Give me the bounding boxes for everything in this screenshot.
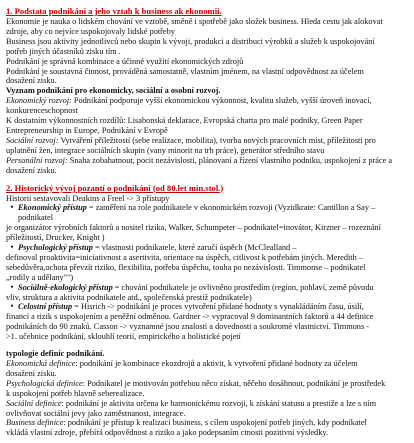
text-line: vkládá vlastní zdroje, přebírá odpovědnost a riziko a jako podepsaním ctnosti pozitivní výsledky. bbox=[6, 428, 329, 438]
definition-label: Psychologická definice bbox=[6, 378, 83, 388]
text-line: dosažení zisku. bbox=[6, 368, 57, 378]
text-line: sebedůvěra,ochota převzít riziko, flexibilita, potřeba úspěchu, touha po nezávislosti. Timmonse – podnikatel bbox=[6, 262, 366, 272]
text-line: Podnikání je soustavná činnost, prováděná samostatně, vlastním jménem, na vlastní odpovědnost za účelem bbox=[6, 66, 364, 76]
approach-label: Psychologický přístup bbox=[18, 243, 93, 253]
approach-item bbox=[6, 243, 408, 253]
definition-label: Business definice bbox=[6, 418, 64, 428]
social-development-line bbox=[6, 136, 408, 146]
econ-development-line bbox=[6, 96, 408, 106]
approach-item bbox=[6, 302, 408, 312]
text-line: vliv, struktura a aktivita podnikatele atd., společenská prestiž podnikatele) bbox=[6, 292, 252, 302]
text-line: ovlivňovat sociální jevy jako zaměstnanost, integrace. bbox=[6, 408, 186, 418]
definition-line bbox=[6, 379, 408, 389]
approach-text: = chování podnikatele je ovlivněno prostředím (region, pohlaví, země původu bbox=[112, 282, 374, 292]
bullet-icon: • bbox=[10, 281, 14, 292]
social-text: Vytváření příležitostí (sebe realizace, mobilita), tvorba nových pracovních míst, příležitosti pro bbox=[58, 135, 376, 145]
text-line: uplatnění žen, integrace sociálních skupin (vany minorit na trh práce), generátor středního stavu bbox=[6, 145, 325, 155]
approach-text: = vlastnosti podnikatele, které zaručí úspěch (McClealland – bbox=[92, 243, 297, 253]
section-3-heading: typologie definic podnikání. bbox=[6, 349, 105, 359]
text-line: financí a rizik s uspokojením a peněžní odměnou. Gardner -> vypracoval 9 dominantních faktorů a 44 definice bbox=[6, 312, 374, 322]
approach-text: = Hisrich -> podnikání je proces vytvoření přidané hodnoty s vynakládáním času, úsilí, bbox=[72, 302, 364, 312]
text-line: dosažení zisku. bbox=[6, 165, 57, 175]
social-label: Sociální rozvoj: bbox=[6, 135, 59, 145]
definition-label: Sociální definice bbox=[6, 398, 62, 408]
personal-label: Personální rozvoj: bbox=[6, 155, 68, 165]
text-line: potřeb jiných účastníků zisku tím . bbox=[6, 46, 121, 56]
definition-text: : podnikání je aktivita určena ke harmonickému rozvoji, k získání statusu a prestiže a lze s ním bbox=[61, 398, 377, 408]
approach-item bbox=[6, 203, 408, 223]
approach-label: Sociálně-ekologický přístup bbox=[18, 282, 113, 292]
approach-item bbox=[6, 283, 408, 293]
text-line: definoval proaktivita=iniciativnost a asertivita, orientace na úspěch, citlivost k potřebám jiných. Meredith – bbox=[6, 252, 363, 262]
approach-label: Celostní přístup bbox=[18, 302, 73, 312]
section-2-heading: 2. Historický vývoj pozantí o podnikání (od 80.let min.stol.) bbox=[6, 182, 224, 193]
text-line: Podnikání je správná kombinace a účinné využití ekonomických zdrojů bbox=[6, 56, 244, 66]
text-line: k uspokojení potřeb hlavně seberealizace. bbox=[6, 388, 145, 398]
definition-text: : Podnikatel je motivován potřebou něco získat, něčeho dosáhnout, podnikání je prostředek bbox=[82, 378, 386, 388]
text-line: příležitostí, Drucker, Knight ) bbox=[6, 233, 105, 243]
personal-text: Snaha zobahatnout, pocit nezávislosti, plánovaní a řízení vlastního podniku, uspokojení z práce a bbox=[67, 155, 393, 165]
section-gap bbox=[6, 342, 408, 349]
definition-text: : podnikání je kombinace ekozdrojů a aktivit, k vytvoření přidané hodnoty za účelem bbox=[75, 359, 358, 368]
definition-line bbox=[6, 359, 408, 369]
section-2-intro: Historii sestavovali Deakins a Freel -> 3 přístupy bbox=[6, 193, 170, 203]
text-line: konkurenceschopnost bbox=[6, 106, 78, 116]
text-line: „rodily a udělany"") bbox=[6, 272, 74, 282]
definition-line bbox=[6, 399, 408, 409]
text-line: Ekonomie je nauka o lidském chování ve vztobě, směně i spotřebě jako složek business. Hleda cestu jak alokovat bbox=[6, 17, 383, 26]
text-line: podnikáních do 90 znaků. Casson -> vyznamné jsou znalosti a dovednosti a soukromé vlastnictví. Timmons - bbox=[6, 322, 370, 332]
text-line: >1. učebnice podnikání, sklouhlí teorií, empirického a holistické pojetí bbox=[6, 332, 241, 342]
text-line: zdroje, aby co nejvíce uspokojovaly lidské potřeby bbox=[6, 26, 175, 36]
approach-text: = zaměření na role podnikatele v ekonomickém rozvoji (Vyzidkrate: Cantillon a Say – podnikatel bbox=[18, 203, 376, 223]
text-line: K dostatním výkonnostních rozdílů: Lisabonská deklarace, Evropská charta pro malé podniky, Green Paper bbox=[6, 116, 363, 126]
text-line: dosažení zisku. bbox=[6, 76, 57, 86]
econ-label: Ekonomický rozvoj: bbox=[6, 96, 72, 106]
personal-development-line bbox=[6, 156, 408, 166]
text-line: Entrepreneurship in Europe, Podnikání v Evropě bbox=[6, 125, 168, 135]
approach-label: Ekonomický přístup bbox=[18, 203, 87, 213]
section-gap bbox=[6, 176, 408, 183]
bullet-icon: • bbox=[10, 301, 14, 312]
definition-text: : podnikání je přístup k realizaci business, s cílem uspokojení potřeb jiných, kdy podnikatel bbox=[63, 418, 367, 428]
definition-line bbox=[6, 418, 408, 428]
bullet-icon: • bbox=[10, 202, 14, 213]
section-1-heading: 1. Podstata podnikání a jeho vztah k business ak ekonomii. bbox=[6, 6, 222, 16]
econ-text: Podnikání podporuje vyšší ekonomickou výkonnost, kvalitu služeb, vyšší úroveň inovací, bbox=[71, 96, 372, 106]
text-line: je organizátor výrobních faktorů a nositel rizika, Walker, Schumpeter – podnikatel=inovátor, Kirzner – rozeznání bbox=[6, 223, 381, 233]
text-line: Business jsou aktivity jednotlivců nebo skupin k vývoji, produkci a distribuci výrobků a služeb k uspokojování bbox=[6, 36, 375, 46]
definition-label: Ekonomická definice bbox=[6, 359, 76, 368]
bullet-icon: • bbox=[10, 242, 14, 253]
section-1-subheading: Vyznam podnikání pro ekonomicky, sociální a osobní rozvoj. bbox=[6, 86, 221, 96]
